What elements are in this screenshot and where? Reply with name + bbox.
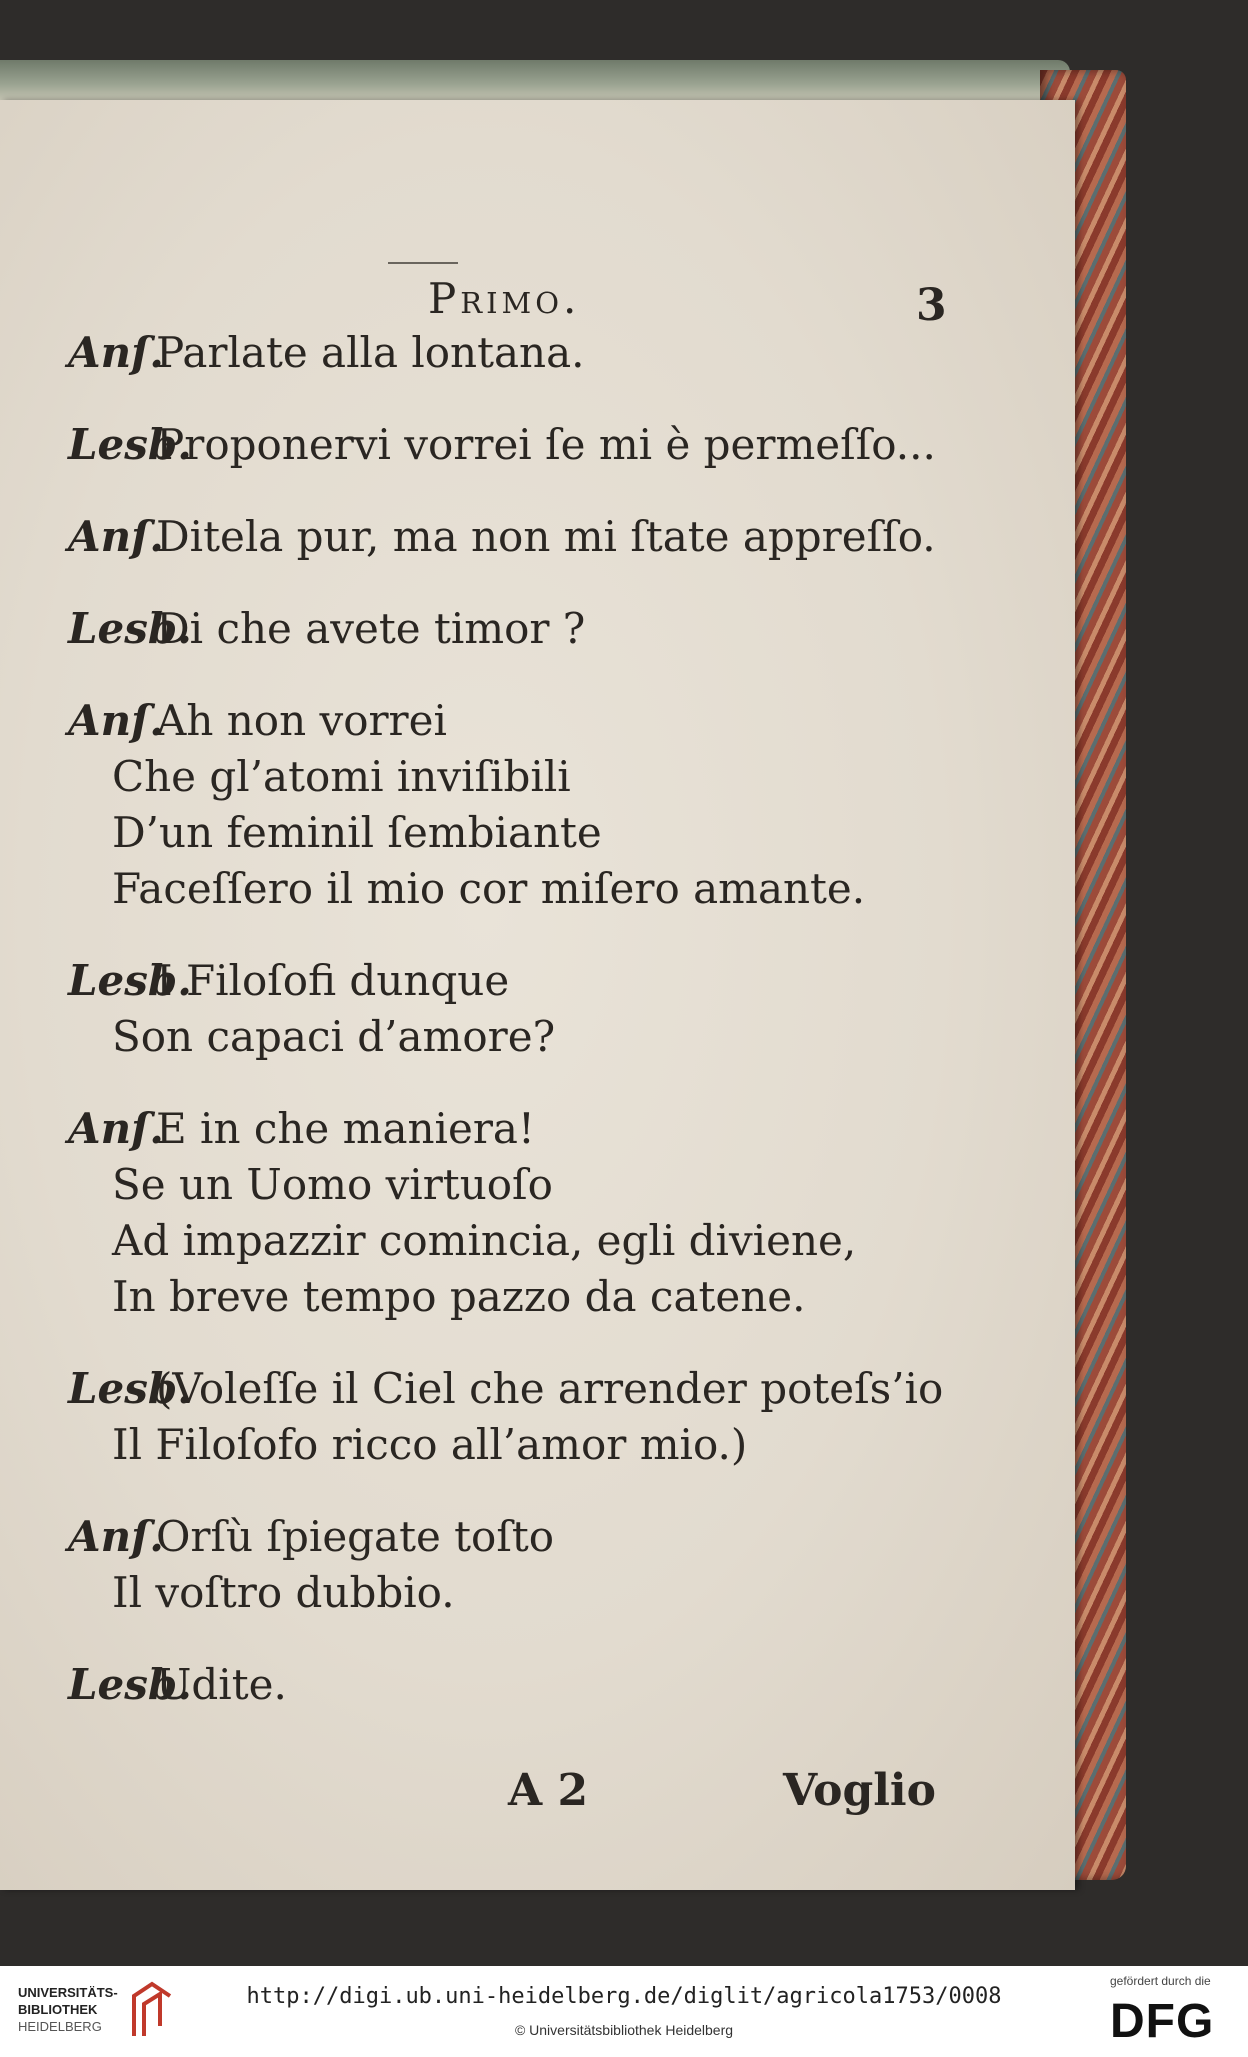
- speaker-name: Anſ.: [68, 328, 164, 377]
- running-header: [68, 252, 947, 331]
- catchword: Voglio: [783, 1765, 936, 1816]
- speech-line: [68, 325, 968, 381]
- speech-line: [68, 1509, 968, 1565]
- line-text: Di che avete timor ?: [156, 604, 586, 653]
- speech-line: [68, 1101, 968, 1157]
- speaker-name: Lesb.: [68, 604, 192, 653]
- speech-line: Il voſtro dubbio.: [112, 1568, 455, 1617]
- speaker-name: Lesb.: [68, 1364, 192, 1413]
- line-text: Proponervi vorrei ſe mi è permeſſo...: [156, 420, 936, 469]
- speech-line: [68, 509, 968, 565]
- speaker-name: Lesb.: [68, 1660, 192, 1709]
- speech: [68, 509, 968, 565]
- speaker-name: Anſ.: [68, 512, 164, 561]
- speech-line: [68, 693, 968, 749]
- library-name-line: BIBLIOTHEK: [18, 2002, 98, 2017]
- header-rule: [388, 262, 458, 264]
- speaker-name: Anſ.: [68, 1104, 164, 1153]
- funding-note: gefördert durch die: [1110, 1974, 1211, 1988]
- book-page: [0, 100, 1075, 1890]
- speech: [68, 1101, 968, 1325]
- speech: [68, 953, 968, 1065]
- line-text: Orſù ſpiegate toſto: [156, 1512, 555, 1561]
- speech: [68, 1657, 968, 1713]
- speaker-name: Lesb.: [68, 956, 192, 1005]
- speech-line: Son capaci d’amore?: [112, 1012, 556, 1061]
- library-name-line: HEIDELBERG: [18, 2019, 102, 2034]
- viewer-footer: [0, 1966, 1248, 2057]
- speech: [68, 325, 968, 381]
- speech-line: Il Filoſofo ricco all’amor mio.): [112, 1420, 748, 1469]
- speaker-name: Lesb.: [68, 420, 192, 469]
- line-text: (Voleſſe il Ciel che arrender poteſs’io: [156, 1364, 944, 1413]
- speech-line: Ad impazzir comincia, egli diviene,: [112, 1216, 857, 1265]
- speech-line: D’un feminil ſembiante: [112, 808, 602, 857]
- line-text: E in che maniera!: [156, 1104, 535, 1153]
- speech-line: [68, 1657, 968, 1713]
- line-text: Parlate alla lontana.: [156, 328, 585, 377]
- speaker-name: Anſ.: [68, 1512, 164, 1561]
- line-text: I Filoſofi dunque: [156, 956, 510, 1005]
- dialogue: [68, 325, 968, 1749]
- page-number: 3: [916, 280, 947, 331]
- line-text: Ah non vorrei: [156, 696, 447, 745]
- line-text: Udite.: [156, 1660, 287, 1709]
- speech-line: [68, 953, 968, 1009]
- page-url-link[interactable]: http://digi.ub.uni-heidelberg.de/diglit/agricola1753/0008: [246, 1984, 1002, 2009]
- line-text: Ditela pur, ma non mi ſtate appreſſo.: [156, 512, 936, 561]
- speech: [68, 1361, 968, 1473]
- speech-line: [68, 417, 968, 473]
- signature-mark: A 2: [508, 1765, 589, 1816]
- speech-line: Faceſſero il mio cor miſero amante.: [112, 864, 866, 913]
- speech: [68, 601, 968, 657]
- dfg-logo[interactable]: DFG: [1110, 1995, 1215, 2048]
- speech-line: In breve tempo pazzo da catene.: [112, 1272, 806, 1321]
- header-title: Primo.: [428, 274, 581, 323]
- speech-line: Che gl’atomi inviſibili: [112, 752, 571, 801]
- speech: [68, 693, 968, 917]
- speech: [68, 417, 968, 473]
- speech-line: [68, 1361, 968, 1417]
- speech-line: [68, 601, 968, 657]
- speech-line: Se un Uomo virtuoſo: [112, 1160, 553, 1209]
- copyright-notice: © Universitätsbibliothek Heidelberg: [514, 2022, 734, 2038]
- library-name-line: UNIVERSITÄTS-: [18, 1985, 118, 2000]
- speaker-name: Anſ.: [68, 696, 164, 745]
- speech: [68, 1509, 968, 1621]
